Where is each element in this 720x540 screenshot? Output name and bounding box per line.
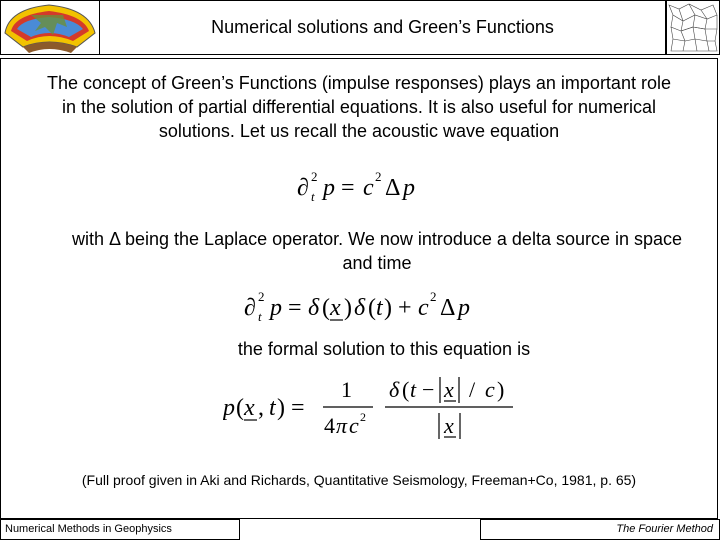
svg-text:x: x: [444, 377, 454, 402]
svg-text:4: 4: [324, 413, 335, 438]
title-bar: [100, 0, 666, 55]
svg-text:t: t: [269, 395, 276, 421]
mesh-icon: [667, 1, 719, 54]
svg-text:c: c: [349, 413, 359, 438]
footer-section-name: The Fourier Method: [480, 519, 720, 540]
slide-footer: [0, 519, 720, 540]
svg-text:t: t: [410, 377, 417, 402]
svg-text:(: (: [368, 295, 376, 321]
laplace-paragraph: with Δ being the Laplace operator. We now introduce a delta source in space and time: [71, 229, 683, 273]
svg-text:2: 2: [430, 289, 437, 304]
svg-text:x: x: [244, 395, 255, 421]
slide-header: [0, 0, 720, 56]
svg-text:Δ: Δ: [385, 175, 401, 201]
svg-text:π: π: [336, 413, 348, 438]
svg-text:2: 2: [258, 289, 265, 304]
svg-text:p: p: [458, 295, 470, 321]
footer-course-name: Numerical Methods in Geophysics: [0, 519, 240, 540]
greens-function-equation: [223, 373, 523, 443]
intro-paragraph: The concept of Green’s Functions (impulse responses) plays an important role in the solution of partial differential equations. It is also useful for numerical solutions. Let us recall the acoustic wave equation: [47, 73, 671, 141]
svg-text:2: 2: [311, 169, 318, 184]
svg-text:): ): [277, 395, 285, 421]
svg-text:+: +: [398, 295, 412, 321]
svg-text:δ: δ: [354, 295, 366, 321]
source-equation: [244, 285, 494, 329]
svg-text:=: =: [341, 175, 355, 201]
proof-reference: (Full proof given in Aki and Richards, Quantitative Seismology, Freeman+Co, 1981, p. 65): [81, 472, 637, 488]
svg-text:(: (: [236, 395, 244, 421]
logo: [0, 0, 100, 55]
svg-text:p: p: [403, 175, 415, 201]
slide-title: Numerical solutions and Green’s Functions: [211, 17, 554, 37]
svg-text:=: =: [291, 395, 305, 421]
svg-text:): ): [344, 295, 352, 321]
mesh-logo: [666, 0, 720, 55]
svg-text:c: c: [485, 377, 495, 402]
svg-text:): ): [497, 377, 505, 402]
svg-text:(: (: [322, 295, 330, 321]
svg-text:2: 2: [360, 410, 366, 424]
svg-text:t: t: [376, 295, 383, 321]
formal-solution-paragraph: the formal solution to this equation is: [237, 339, 531, 359]
svg-text:∂: ∂: [297, 175, 309, 201]
svg-text:/: /: [469, 377, 476, 402]
svg-text:δ: δ: [308, 295, 320, 321]
svg-text:t: t: [258, 309, 262, 324]
svg-text:1: 1: [341, 377, 352, 402]
svg-text:∂: ∂: [244, 295, 256, 321]
svg-text:δ: δ: [389, 377, 400, 402]
earth-logo-icon: [1, 1, 99, 54]
svg-text:x: x: [444, 413, 454, 438]
svg-text:(: (: [402, 377, 410, 402]
svg-text:Δ: Δ: [440, 295, 456, 321]
svg-text:): ): [384, 295, 392, 321]
svg-text:x: x: [330, 295, 341, 321]
svg-text:=: =: [288, 295, 302, 321]
svg-text:p: p: [323, 175, 335, 201]
svg-text:2: 2: [375, 169, 382, 184]
wave-equation: [297, 165, 437, 209]
slide-content: [0, 58, 718, 519]
svg-text:c: c: [363, 175, 374, 201]
svg-text:c: c: [418, 295, 429, 321]
svg-text:t: t: [311, 189, 315, 204]
svg-text:p: p: [270, 295, 282, 321]
svg-text:−: −: [422, 377, 435, 402]
svg-text:p: p: [223, 395, 235, 421]
svg-text:,: ,: [258, 395, 264, 421]
